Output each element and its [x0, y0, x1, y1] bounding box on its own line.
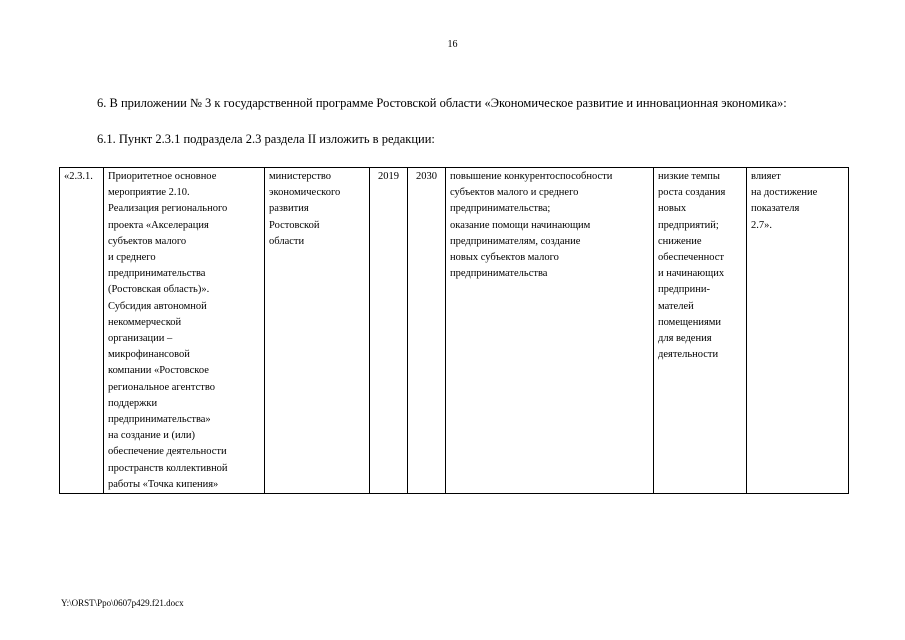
page-number: 16 — [447, 39, 458, 50]
paragraph-amendment-intro: 6. В приложении № 3 к государственной программе Ростовской области «Экономическое развитие и инновационная экономика»: — [97, 96, 787, 110]
table-row — [60, 168, 849, 494]
program-measures-table — [59, 167, 849, 494]
paragraph-amendment-point: 6.1. Пункт 2.3.1 подраздела 2.3 раздела II изложить в редакции: — [97, 132, 435, 146]
cell-consequences: низкие темпы роста создания новых предприятий; снижение обеспеченност и начинающих предприни- мателей помещениями для ведения деятельности — [654, 168, 747, 494]
cell-expected-result: повышение конкурентоспособности субъектов малого и среднего предпринимательства; оказание помощи начинающим предпринимателям, создание новых субъектов малого предпринимательства — [446, 168, 654, 494]
cell-start-year: 2019 — [370, 168, 408, 494]
cell-item-number: «2.3.1. — [60, 168, 104, 494]
cell-executor: министерство экономического развития Ростовской области — [265, 168, 370, 494]
cell-indicator-link: влияет на достижение показателя 2.7». — [747, 168, 849, 494]
cell-end-year: 2030 — [408, 168, 446, 494]
footer-file-path: Y:\ORST\Ppo\0607p429.f21.docx — [61, 598, 184, 608]
cell-measure-name: Приоритетное основное мероприятие 2.10. Реализация регионального проекта «Акселерация субъектов малого и среднего предпринимательства (Ростовская область)». Субсидия автономной некоммерческой организации – микрофинансовой компании «Ростовское региональное агентство поддержки предпринимательства» на создание и (или) обеспечение деятельности пространств коллективной работы «Точка кипения» — [104, 168, 265, 494]
